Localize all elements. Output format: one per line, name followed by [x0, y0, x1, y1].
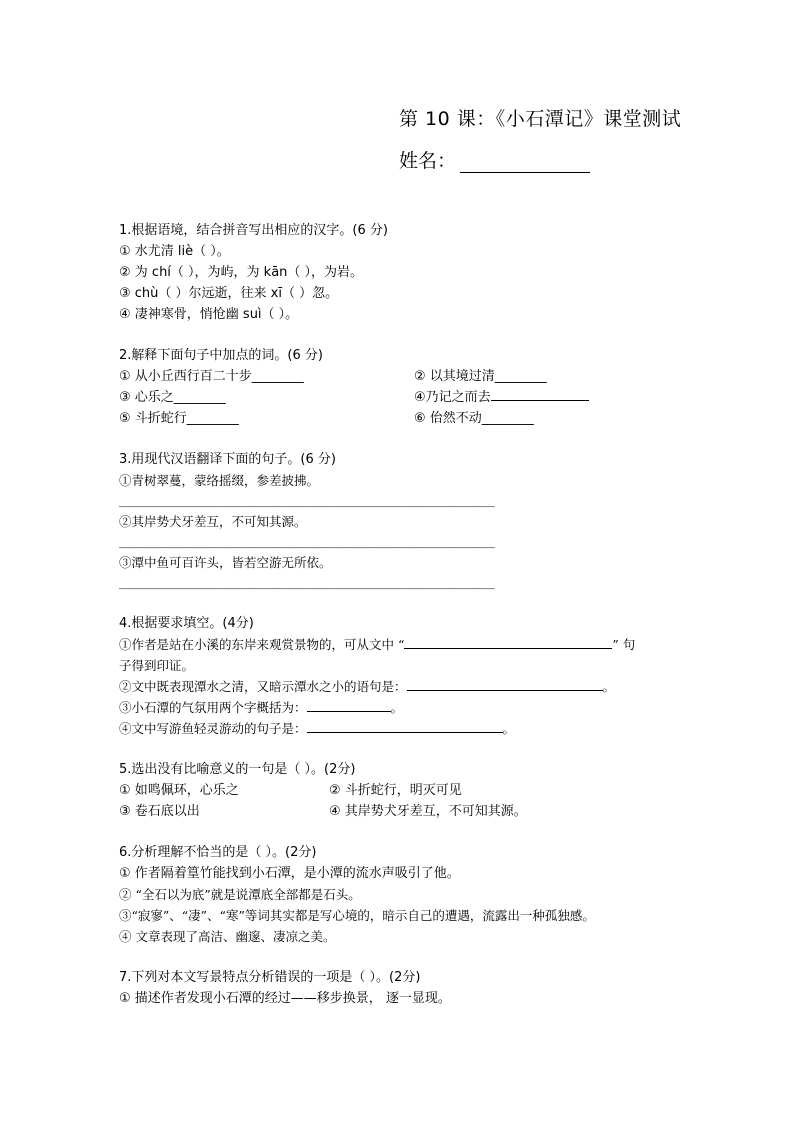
question-4 [119, 613, 679, 739]
answer-blank[interactable] [307, 719, 503, 733]
question-line: ① 水尤清 liè（ ）。 [119, 244, 230, 259]
question-items-grid [119, 780, 679, 822]
question-item: ② 以其境过清________ [414, 369, 547, 384]
answer-dash-line[interactable]: ________________________________________________ [119, 534, 495, 549]
question-item-with-blank [414, 387, 674, 408]
question-item: ② 斗折蛇行，明灭可见 [329, 783, 462, 798]
question-heading: 1.根据语境，结合拼音写出相应的汉字。(6 分) [119, 223, 388, 238]
question-item: ④ 其岸势犬牙差互，不可知其源。 [329, 804, 527, 819]
question-text: ②文中既表现潭水之清，又暗示潭水之小的语句是： [119, 679, 407, 694]
question-6 [119, 842, 679, 947]
question-2 [119, 345, 679, 429]
question-heading: 7.下列对本文写景特点分析错误的一项是（ ）。(2分) [119, 970, 421, 985]
answer-blank[interactable] [307, 698, 391, 712]
question-heading: 3.用现代汉语翻译下面的句子。(6 分) [119, 452, 336, 467]
question-text: ” 句 [612, 637, 636, 652]
question-item: ③ 卷石底以出 [119, 804, 200, 819]
question-item: ⑤ 斗折蛇行________ [119, 411, 239, 426]
question-heading: 4.根据要求填空。(4分) [119, 616, 254, 631]
question-line: ① 作者隔着篁竹能找到小石潭，是小潭的流水声吸引了他。 [119, 866, 460, 881]
question-item: ① 如鸣佩环，心乐之 [119, 783, 239, 798]
question-line: 子得到印证。 [119, 658, 195, 673]
name-label: 姓名： [399, 150, 457, 172]
question-text: 。 [502, 721, 516, 736]
question-heading: 2.解释下面句子中加点的词。(6 分) [119, 348, 323, 363]
question-text: ④文中写游鱼轻灵游动的句子是： [119, 721, 307, 736]
answer-blank[interactable] [404, 635, 612, 649]
question-5 [119, 759, 679, 822]
question-line: ② 为 chí（ ），为屿，为 kān（ ），为岩。 [119, 265, 364, 280]
question-line [119, 697, 679, 718]
question-item: ① 从小丘西行百二十步________ [119, 369, 304, 384]
question-text: 。 [602, 679, 616, 694]
question-line: ③潭中鱼可百许头，皆若空游无所依。 [119, 555, 332, 570]
question-line [119, 718, 679, 739]
question-line: ①青树翠蔓，蒙络摇缀，参差披拂。 [119, 473, 320, 488]
answer-blank[interactable] [407, 677, 603, 691]
question-heading: 5.选出没有比喻意义的一句是（ ）。(2分) [119, 762, 356, 777]
question-item: ⑥ 佁然不动________ [414, 411, 534, 426]
question-text: ③小石潭的气氛用两个字概括为： [119, 700, 307, 715]
question-7 [119, 967, 679, 1009]
question-line: ③“寂寥”、“凄”、“寒”等词其实都是写心境的，暗示自己的遭遇，流露出一种孤独感。 [119, 908, 595, 923]
question-line: ④ 文章表现了高洁、幽邃、凄凉之美。 [119, 929, 336, 944]
name-field-row [399, 146, 590, 173]
question-text: 。 [390, 700, 404, 715]
question-line [119, 634, 679, 655]
question-line: ③ chù（ ）尔远逝，往来 xī（ ）忽。 [119, 286, 339, 301]
question-1 [119, 220, 679, 325]
page-title: 第 10 课：《小石潭记》课堂测试 [399, 108, 682, 130]
answer-dash-line[interactable]: ________________________________________________ [119, 493, 495, 508]
question-line [119, 676, 679, 697]
question-text: ①作者是站在小溪的东岸来观赏景物的，可从文中 “ [119, 637, 405, 652]
question-3 [119, 449, 679, 593]
question-line: ① 描述作者发现小石潭的经过——移步换景， 逐一显现。 [119, 991, 451, 1006]
answer-dash-line[interactable]: ________________________________________________ [119, 575, 495, 590]
question-line: ④ 凄神寒骨，悄怆幽 suì（ ）。 [119, 307, 299, 322]
question-heading: 6.分析理解不恰当的是（ ）。(2分) [119, 845, 317, 860]
question-items-grid [119, 366, 679, 429]
name-blank[interactable] [460, 152, 590, 173]
question-line: ② “全石以为底”就是说潭底全部都是石头。 [119, 887, 361, 902]
question-line: ②其岸势犬牙差互，不可知其源。 [119, 514, 307, 529]
questions-section [119, 220, 679, 1029]
answer-blank[interactable] [491, 387, 589, 401]
question-item: ③ 心乐之________ [119, 390, 226, 405]
question-item: ④乃记之而去 [414, 390, 491, 405]
